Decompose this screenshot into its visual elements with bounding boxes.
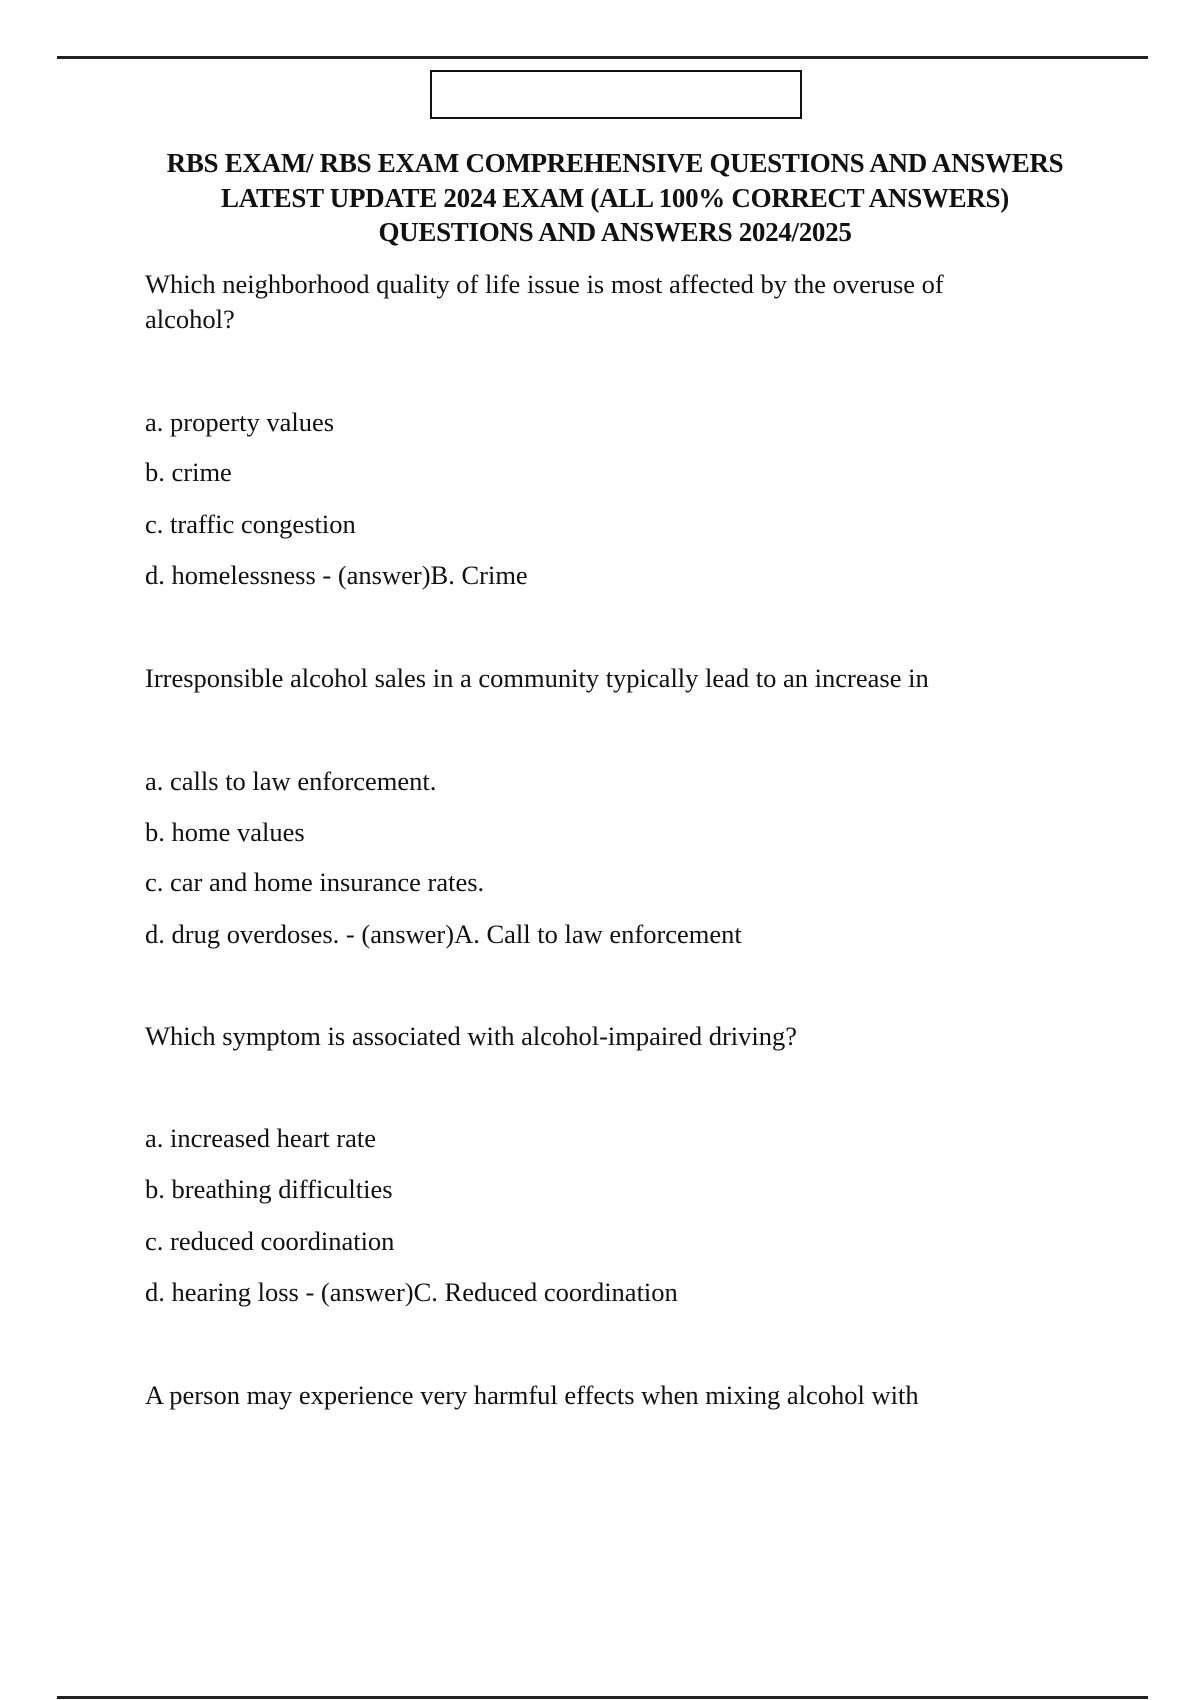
footer-rule <box>57 1696 1148 1699</box>
document-title: RBS EXAM/ RBS EXAM COMPREHENSIVE QUESTIONS AND ANSWERS LATEST UPDATE 2024 EXAM (ALL 100% CORRECT ANSWERS) QUESTIONS AND ANSWERS 2024/2025 <box>166 148 1064 247</box>
question-1-line-2: alcohol? <box>145 304 235 334</box>
question-1-option-d: d. homelessness - (answer)B. Crime <box>145 560 528 590</box>
question-3-option-c: c. reduced coordination <box>145 1226 395 1256</box>
question-1-option-b: b. crime <box>145 457 232 487</box>
question-2-line-1: Irresponsible alcohol sales in a community typically lead to an increase in <box>145 663 929 693</box>
question-2-option-c: c. car and home insurance rates. <box>145 867 485 897</box>
question-3-option-b: b. breathing difficulties <box>145 1174 393 1204</box>
question-1-option-a: a. property values <box>145 407 335 437</box>
question-2-option-b: b. home values <box>145 817 305 847</box>
question-3-option-d: d. hearing loss - (answer)C. Reduced coordination <box>145 1277 678 1307</box>
question-1-option-c: c. traffic congestion <box>145 509 356 539</box>
question-2-option-a: a. calls to law enforcement. <box>145 766 437 796</box>
blank-header-box <box>430 70 802 119</box>
question-3-option-a: a. increased heart rate <box>145 1123 376 1153</box>
question-1-line-1: Which neighborhood quality of life issue is most affected by the overuse of <box>145 269 944 299</box>
question-2-option-d: d. drug overdoses. - (answer)A. Call to law enforcement <box>145 919 742 949</box>
question-3-line-1: Which symptom is associated with alcohol-impaired driving? <box>145 1021 798 1051</box>
question-4-line-1: A person may experience very harmful effects when mixing alcohol with <box>145 1380 919 1410</box>
header-rule <box>57 56 1148 59</box>
